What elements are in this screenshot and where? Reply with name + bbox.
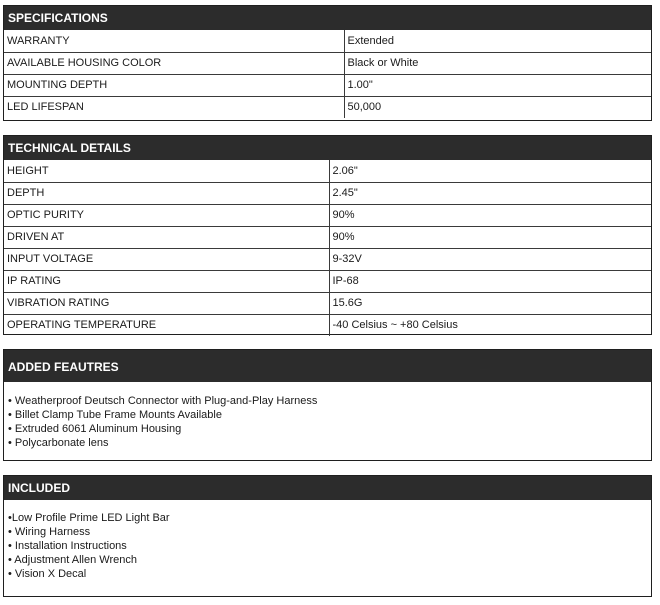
spec-label-warranty: WARRANTY [4,30,344,52]
added-features-panel [3,349,652,461]
tech-value-ip-rating: IP-68 [329,270,651,292]
tech-label-depth: DEPTH [4,182,329,204]
list-item: • Vision X Decal [8,568,87,580]
technical-details-table [4,160,651,336]
specifications-table [4,30,651,118]
list-item: • Adjustment Allen Wrench [8,554,137,566]
table-row [4,160,651,182]
added-features-list [4,382,651,450]
spec-value-housing-color: Black or White [344,52,651,74]
table-row [4,314,651,336]
tech-label-driven-at: DRIVEN AT [4,226,329,248]
list-item: • Polycarbonate lens [8,437,109,449]
spec-value-warranty: Extended [344,30,651,52]
table-row [4,270,651,292]
spec-label-mounting-depth: MOUNTING DEPTH [4,74,344,96]
tech-label-optic-purity: OPTIC PURITY [4,204,329,226]
technical-details-title: TECHNICAL DETAILS [4,136,651,160]
list-item: • Billet Clamp Tube Frame Mounts Available [8,409,222,421]
tech-value-input-voltage: 9-32V [329,248,651,270]
tech-label-input-voltage: INPUT VOLTAGE [4,248,329,270]
tech-value-driven-at: 90% [329,226,651,248]
table-row [4,292,651,314]
technical-details-panel [3,135,652,335]
table-row [4,248,651,270]
list-item: • Wiring Harness [8,526,91,538]
included-panel [3,475,652,597]
specifications-panel [3,5,652,121]
list-item: • Installation Instructions [8,540,127,552]
table-row [4,52,651,74]
spec-value-led-lifespan: 50,000 [344,96,651,118]
list-item: • Extruded 6061 Aluminum Housing [8,423,182,435]
tech-label-ip-rating: IP RATING [4,270,329,292]
tech-value-depth: 2.45" [329,182,651,204]
tech-label-operating-temperature: OPERATING TEMPERATURE [4,314,329,336]
table-row [4,204,651,226]
list-item: •Low Profile Prime LED Light Bar [8,512,170,524]
spec-value-mounting-depth: 1.00" [344,74,651,96]
included-title: INCLUDED [4,476,651,500]
tech-value-vibration-rating: 15.6G [329,292,651,314]
tech-value-height: 2.06" [329,160,651,182]
list-item: • Weatherproof Deutsch Connector with Plug-and-Play Harness [8,395,318,407]
specifications-title: SPECIFICATIONS [4,6,651,30]
table-row [4,74,651,96]
table-row [4,182,651,204]
added-features-title: ADDED FEAUTRES [4,350,651,382]
included-list [4,500,651,581]
tech-value-operating-temperature: -40 Celsius ~ +80 Celsius [329,314,651,336]
spec-label-housing-color: AVAILABLE HOUSING COLOR [4,52,344,74]
tech-label-height: HEIGHT [4,160,329,182]
tech-label-vibration-rating: VIBRATION RATING [4,292,329,314]
table-row [4,226,651,248]
spec-label-led-lifespan: LED LIFESPAN [4,96,344,118]
tech-value-optic-purity: 90% [329,204,651,226]
table-row [4,30,651,52]
table-row [4,96,651,118]
